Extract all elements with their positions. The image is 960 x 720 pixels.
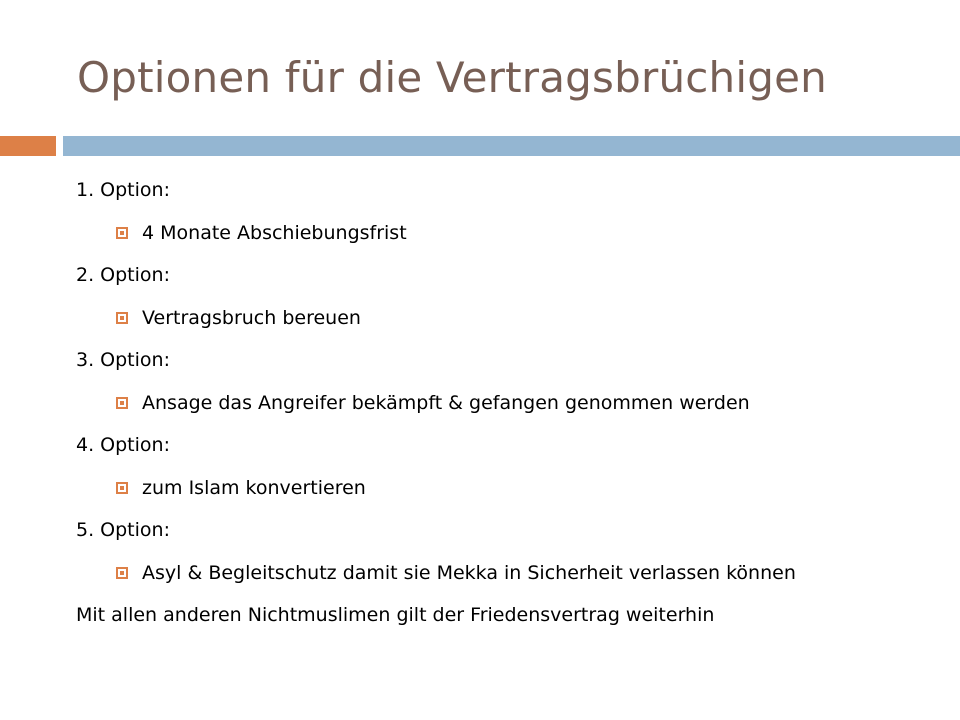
option-heading-text: 5. Option:: [76, 519, 170, 541]
option-heading: [76, 174, 946, 217]
square-bullet-icon: [116, 397, 128, 409]
option-heading-text: 2. Option:: [76, 264, 170, 286]
square-bullet-icon: [116, 312, 128, 324]
option-detail-text: Ansage das Angreifer bekämpft & gefangen genommen werden: [142, 391, 750, 414]
square-bullet-icon: [116, 482, 128, 494]
option-detail: [76, 472, 946, 515]
slide-content: [76, 174, 946, 642]
option-detail: [76, 387, 946, 430]
closing-statement: [76, 599, 946, 642]
square-bullet-icon: [116, 567, 128, 579]
option-detail-text: Asyl & Begleitschutz damit sie Mekka in Sicherheit verlassen können: [142, 561, 796, 584]
option-detail: [76, 217, 946, 260]
option-heading: [76, 259, 946, 302]
closing-statement-text: Mit allen anderen Nichtmuslimen gilt der Friedensvertrag weiterhin: [76, 604, 715, 626]
option-heading-text: 3. Option:: [76, 349, 170, 371]
option-detail: [76, 302, 946, 345]
title-accent-bar-blue: [63, 136, 960, 156]
option-detail-text: zum Islam konvertieren: [142, 476, 366, 499]
option-detail-text: Vertragsbruch bereuen: [142, 306, 361, 329]
slide-title: Optionen für die Vertragsbrüchigen: [77, 53, 827, 102]
option-heading-text: 1. Option:: [76, 179, 170, 201]
option-detail-text: 4 Monate Abschiebungsfrist: [142, 221, 407, 244]
title-accent-bar-orange: [0, 136, 56, 156]
option-heading-text: 4. Option:: [76, 434, 170, 456]
option-heading: [76, 429, 946, 472]
option-heading: [76, 514, 946, 557]
option-heading: [76, 344, 946, 387]
square-bullet-icon: [116, 227, 128, 239]
option-detail: [76, 557, 946, 600]
